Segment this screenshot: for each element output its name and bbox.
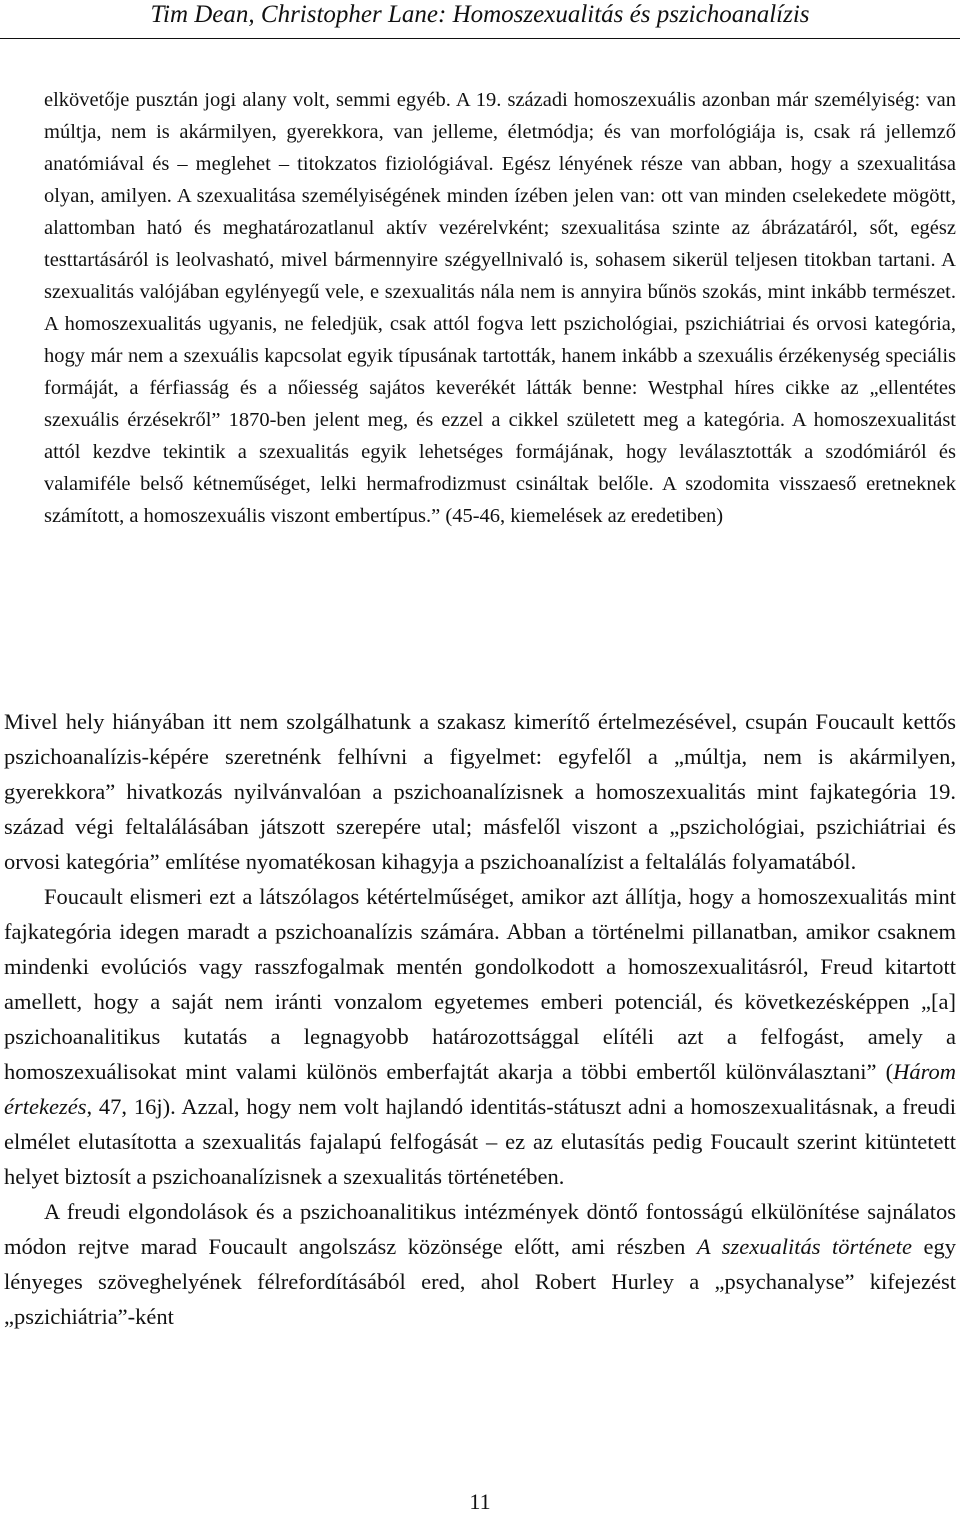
body-text — [4, 704, 956, 1334]
work-title-szexualitas-tortenete: A szexualitás története — [696, 1234, 912, 1259]
page-number: 11 — [469, 1489, 491, 1514]
quote-paragraph: elkövetője pusztán jogi alany volt, semmi egyéb. A 19. századi homoszexuális azonban már személyiség: van múltja, nem is akármilyen, gyerekkora, van jelleme, életmódja; és van morfológiája is, csak rá jellemző anatómiával és – meglehet – titokzatos fiziológiával. Egész lényének része van abban, hogy a szexualitása olyan, amilyen. A szexualitása személyiségének minden ízében jelen van: ott van minden cselekedete mögött, alattomban ható és meghatározatlanul aktív vezérelvként; szexualitása szinte az ábrázatáról, sőt, egész testtartásáról is leolvasható, mivel bármennyire szégyellnivaló is, sohasem sikerül teljesen titokban tartani. A szexualitás valójában egylényegű vele, e szexualitás nála nem is annyira bűnös szokás, mint inkább természet. A homoszexualitás ugyanis, ne feledjük, csak attól fogva lett pszichológiai, pszichiátriai és orvosi kategória, hogy már nem a szexuális kapcsolat egyik típusának tartották, hanem inkább a szexuális érzékenység speciális formáját, a férfiasság és a nőiesség sajátos keverékét látták benne: Westphal híres cikke az „ellentétes szexuális érzésekről” 1870-ben jelent meg, és ezzel a cikkel született meg a kategória. A homoszexualitást attól kezdve tekintik a szexualitás egyik lehetséges formájának, hogy leválasztották a szodómiáról és valamiféle belső kétneműséget, lelki hermafrodizmust csináltak belőle. A szodomita visszaeső eretneknek számított, a homoszexuális viszont embertípus.” (45-46, kiemelések az eredetiben) — [44, 89, 956, 527]
header-rule — [0, 38, 960, 39]
body-paragraph-2 — [4, 879, 956, 1194]
body-paragraph-1: Mivel hely hiányában itt nem szolgálhatunk a szakasz kimerítő értelmezésével, csupán Foucault kettős pszichoanalízis-képére szeretnénk felhívni a figyelmet: egyfelől a „múltja, nem is akármilyen, gyerekkora” hivatkozás nyilvánvalóan a pszichoanalízisnek a homoszexualitás mint fajkategória 19. század végi feltalálásában játszott szerepére utal; másfelől viszont a „pszichológiai, pszichiátriai és orvosi kategória” említése nyomatékosan kihagyja a pszichoanalízist a feltalálás folyamatából. — [4, 709, 956, 874]
work-title-harom-ertekezes: Három értekezés — [4, 1059, 956, 1119]
paragraph-2-text-b: , 47, 16j). Azzal, hogy nem volt hajlandó identitás-státuszt adni a homoszexualitásnak, a freudi elmélet elutasította a szexualitás fajalapú felfogását – ez az elutasítás pedig Foucault szerint kitüntetett helyet biztosít a pszichoanalízisnek a szexualitás történetében. — [4, 1094, 956, 1189]
block-quote — [44, 84, 956, 532]
body-paragraph-3 — [4, 1194, 956, 1334]
paragraph-3-text-b: egy lényeges szöveghelyének félrefordításából ered, ahol Robert Hurley a „psychanalyse” kifejezést „pszichiátria”-ként — [4, 1234, 956, 1329]
paragraph-2-text-a: Foucault elismeri ezt a látszólagos kétértelműséget, amikor azt állítja, hogy a homoszexualitás mint fajkategória idegen maradt a pszichoanalízis számára. Abban a történelmi pillanatban, amikor csaknem mindenki evolúciós vagy rasszfogalmak mentén gondolkodott a homoszexualitásról, Freud kitartott amellett, hogy a saját nem iránti vonzalom egyetemes emberi potenciál, és következésképpen „[a] pszichoanalitikus kutatás a legnagyobb határozottsággal elítéli azt a felfogást, amely a homoszexuálisokat mint valami különös emberfajtát akarja a többi embertől különválasztani” ( — [4, 884, 956, 1084]
paragraph-3-text-a: A freudi elgondolások és a pszichoanalitikus intézmények döntő fontosságú elkülönítése sajnálatos módon rejtve marad Foucault angolszász közönsége előtt, ami részben — [4, 1199, 956, 1259]
running-header: Tim Dean, Christopher Lane: Homoszexualitás és pszichoanalízis — [150, 1, 810, 28]
